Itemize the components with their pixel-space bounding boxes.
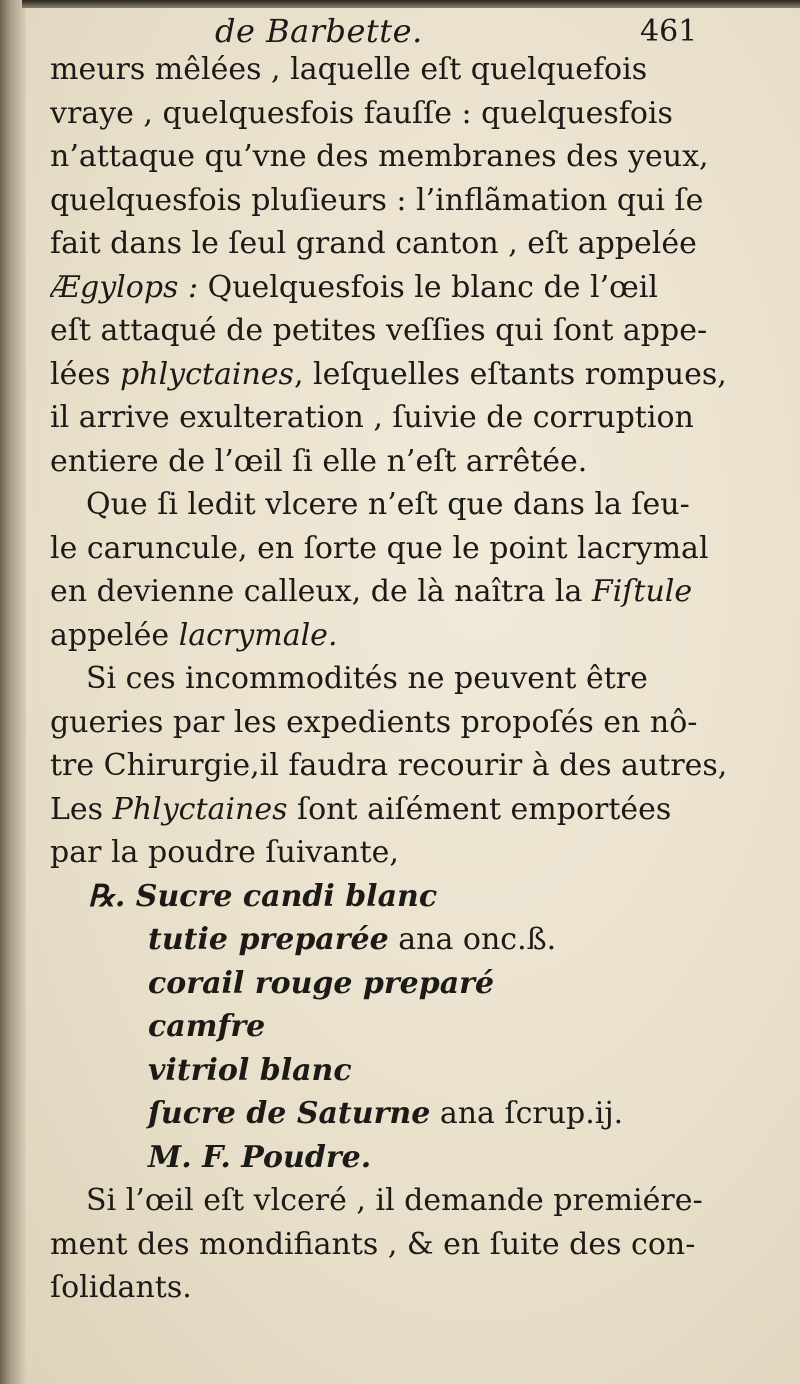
line-text: par la poudre ſuivante, xyxy=(50,835,399,870)
line-text: , leſquelles eſtants rompues, xyxy=(293,356,727,392)
italic-text: ſucre de Saturne xyxy=(148,1096,431,1131)
line-text: il arrive exulteration , ſuivie de corruption xyxy=(50,400,694,435)
lines-line xyxy=(50,744,790,788)
italic-text: phlyctaines xyxy=(120,356,294,392)
line-text: lées xyxy=(50,356,121,392)
recipe-line xyxy=(50,1005,790,1049)
italic-text: ℞. Sucre candi blanc xyxy=(88,878,438,914)
italic-text: Fiſtule xyxy=(591,574,693,609)
lines-line xyxy=(50,309,790,353)
line-text: gueries par les expedients propoſés en nô- xyxy=(50,704,698,740)
closing-line xyxy=(50,1179,790,1223)
line-text: appelée xyxy=(50,617,179,653)
line-text: ſont aiſément emportées xyxy=(287,791,672,827)
line-text: n’attaque qu’vne des membranes des yeux, xyxy=(50,139,709,174)
line-text: Quelquesfois le blanc de l’œil xyxy=(198,269,658,305)
closing-line xyxy=(50,1223,790,1267)
lines-line xyxy=(50,396,790,440)
lines-line xyxy=(50,92,790,136)
line-text: Les xyxy=(50,791,113,827)
italic-text: Ægylops : xyxy=(50,269,199,305)
line-text: Si ces incommodités ne peuvent être xyxy=(86,661,648,696)
lines-line xyxy=(50,831,790,875)
line-text: eſt attaqué de petites veſſies qui ſont appe- xyxy=(50,313,708,348)
lines-line xyxy=(50,614,790,658)
line-text: Que ſi ledit vlcere n’eſt que dans la ſeu- xyxy=(86,487,690,522)
recipe-line xyxy=(50,918,790,962)
line-text: fait dans le ſeul grand canton , eſt appelée xyxy=(50,226,697,261)
lines-line xyxy=(50,527,790,571)
body-text xyxy=(50,48,790,1310)
line-text: le caruncule, en ſorte que le point lacrymal xyxy=(50,530,709,566)
recipe-line xyxy=(50,962,790,1006)
italic-text: tutie preparée xyxy=(148,922,389,957)
recipe-line xyxy=(50,1049,790,1093)
lines-line xyxy=(50,483,790,527)
lines-line xyxy=(50,570,790,614)
page-gutter xyxy=(0,0,26,1384)
line-text: vraye , quelquesfois fauſſe : quelquesfois xyxy=(50,95,673,131)
line-text: quelquesfois pluſieurs : l’inflãmation qui ſe xyxy=(50,182,704,218)
line-text: ana onc.ß. xyxy=(388,922,557,957)
lines-line xyxy=(50,135,790,179)
italic-text: corail rouge preparé xyxy=(148,965,495,1001)
lines-line xyxy=(50,353,790,397)
italic-text: M. F. Poudre. xyxy=(148,1139,372,1175)
lines-line xyxy=(50,266,790,310)
lines-line xyxy=(50,222,790,266)
italic-text: Phlyctaines xyxy=(112,791,288,827)
lines-line xyxy=(50,701,790,745)
lines-line xyxy=(50,48,790,92)
page-number: 461 xyxy=(640,14,698,49)
lines-line xyxy=(50,179,790,223)
closing-line xyxy=(50,1266,790,1310)
italic-text: camfre xyxy=(148,1009,266,1044)
lines-line xyxy=(50,788,790,832)
running-head: de Barbette. xyxy=(215,12,423,50)
lines-line xyxy=(50,657,790,701)
recipe-line xyxy=(50,1092,790,1136)
line-text: Si l’œil eſt vlceré , il demande premiére- xyxy=(86,1183,703,1218)
line-text: ana ſcrup.ij. xyxy=(430,1096,624,1131)
italic-text: vitriol blanc xyxy=(148,1052,352,1088)
line-text: tre Chirurgie,il faudra recourir à des autres, xyxy=(50,748,728,783)
line-text: ment des mondifiants , & en ſuite des con- xyxy=(50,1226,696,1262)
line-text: entiere de l’œil ſi elle n’eſt arrêtée. xyxy=(50,443,588,479)
page-header xyxy=(0,10,800,50)
line-text: meurs mêlées , laquelle eſt quelquefois xyxy=(50,52,648,87)
italic-text: lacrymale. xyxy=(178,617,338,653)
line-text: ſolidants. xyxy=(50,1270,192,1305)
recipe-line xyxy=(50,875,790,919)
recipe-line xyxy=(50,1136,790,1180)
line-text: en devienne calleux, de là naîtra la xyxy=(50,574,592,609)
lines-line xyxy=(50,440,790,484)
top-edge xyxy=(22,0,800,8)
